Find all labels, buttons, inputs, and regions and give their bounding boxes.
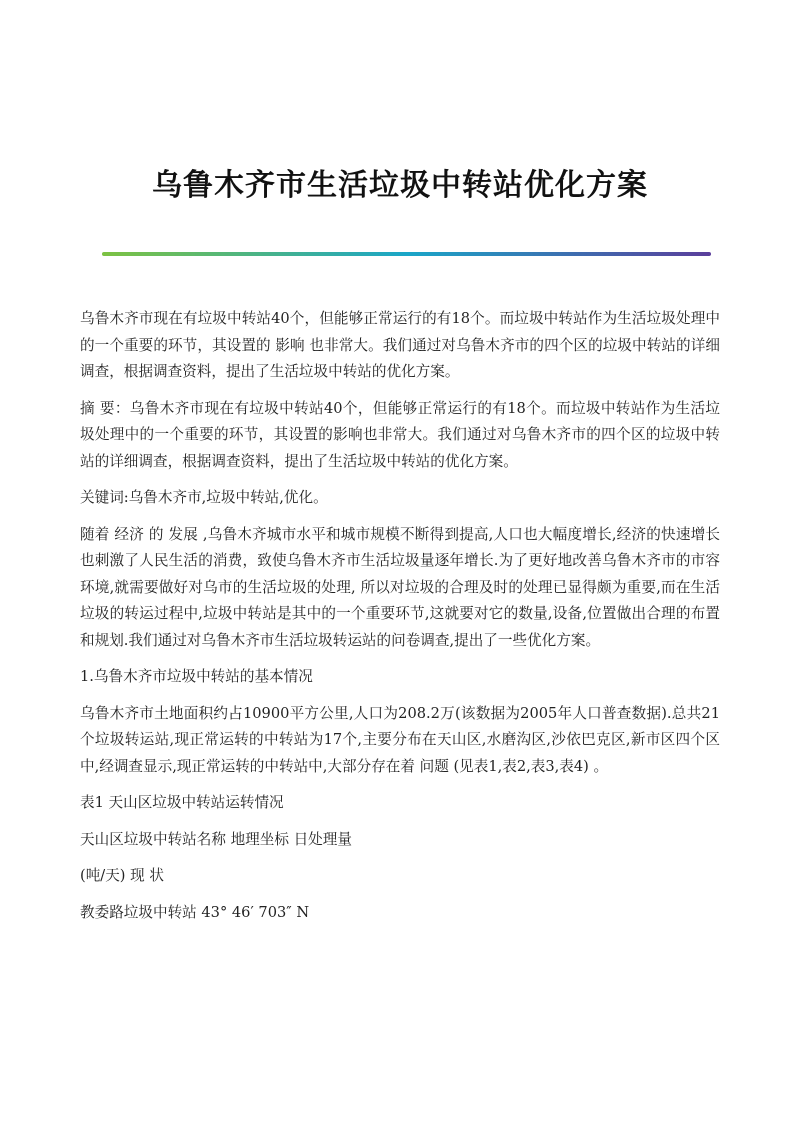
document-body bbox=[80, 306, 720, 926]
background-paragraph: 随着 经济 的 发展 ,乌鲁木齐城市水平和城市规模不断得到提高,人口也大幅度增长,经济的快速增长也刺激了人民生活的消费，致使乌鲁木齐市生活垃圾量逐年增长.为了更好地改善乌鲁木齐市的市容环境,就需要做好对乌市的生活垃圾的处理, 所以对垃圾的合理及时的处理已显得颇为重要,而在生活垃圾的转运过程中,垃圾中转站是其中的一个重要环节,这就要对它的数量,设备,位置做出合理的布置和规划.我们通过对乌鲁木齐市生活垃圾转运站的问卷调查,提出了一些优化方案。 bbox=[80, 525, 720, 649]
document-title: 乌鲁木齐市生活垃圾中转站优化方案 bbox=[152, 168, 648, 203]
intro-paragraph: 乌鲁木齐市现在有垃圾中转站40个，但能够正常运行的有18个。而垃圾中转站作为生活垃圾处理中的一个重要的环节，其设置的 影响 也非常大。我们通过对乌鲁木齐市的四个区的垃圾中转站的详细调查，根据调查资料，提出了生活垃圾中转站的优化方案。 bbox=[80, 310, 720, 380]
table-caption: 表1 天山区垃圾中转站运转情况 bbox=[80, 794, 284, 811]
abstract-paragraph: 摘 要：乌鲁木齐市现在有垃圾中转站40个，但能够正常运行的有18个。而垃圾中转站作为生活垃圾处理中的一个重要的环节，其设置的影响也非常大。我们通过对乌鲁木齐市的四个区的垃圾中转站的详细调查，根据调查资料，提出了生活垃圾中转站的优化方案。 bbox=[80, 399, 720, 470]
title-divider bbox=[102, 252, 711, 256]
table-header-unit-line: (吨/天) 现 状 bbox=[80, 867, 164, 884]
table-row: 教委路垃圾中转站 43° 46′ 703″ N bbox=[80, 903, 310, 921]
basic-situation-paragraph: 乌鲁木齐市土地面积约占10900平方公里,人口为208.2万(该数据为2005年人口普查数据).总共21个垃圾转运站,现正常运转的中转站为17个,主要分布在天山区,水磨沟区,沙依巴克区,新市区四个区中,经调查显示,现正常运转的中转站中,大部分存在着 问题 (见表1,表2,表3,表4) 。 bbox=[80, 704, 720, 775]
table-header-line: 天山区垃圾中转站名称 地理坐标 日处理量 bbox=[80, 830, 352, 848]
keywords-paragraph: 关键词:乌鲁木齐市,垃圾中转站,优化。 bbox=[80, 489, 328, 506]
section-heading: 1.乌鲁木齐市垃圾中转站的基本情况 bbox=[80, 668, 313, 685]
